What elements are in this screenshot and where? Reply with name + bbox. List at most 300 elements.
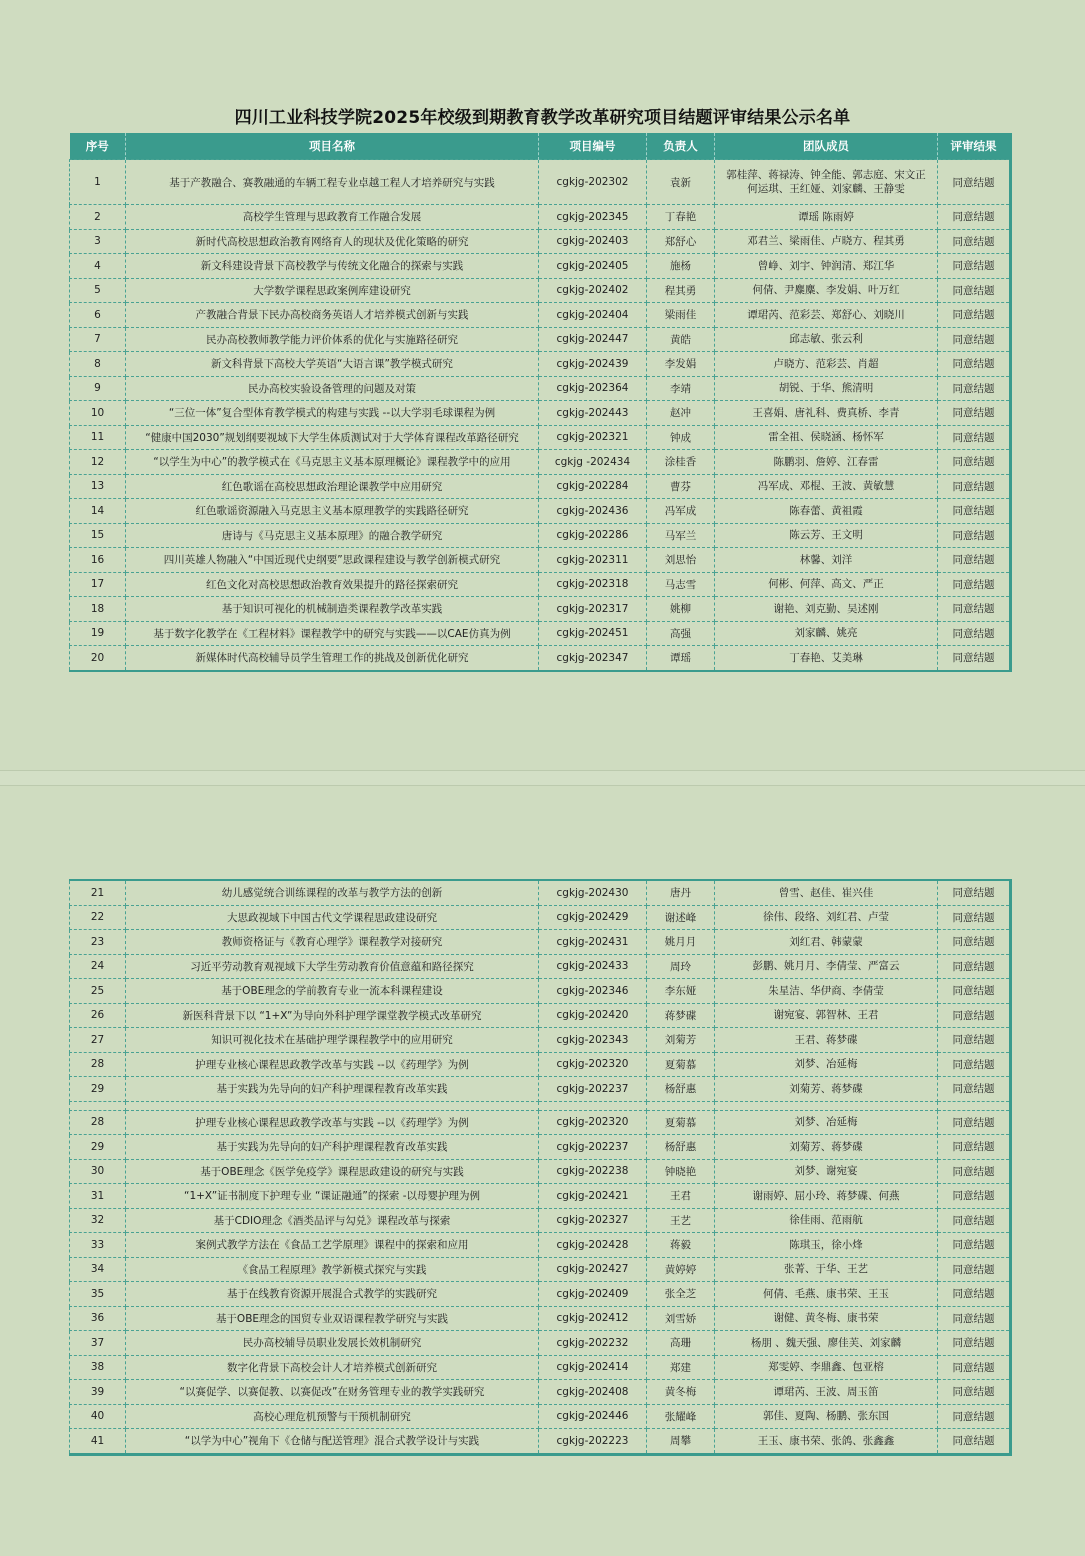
cell-project-code: cgkjg-202364 bbox=[539, 376, 647, 401]
table-row bbox=[70, 278, 1011, 303]
table-row bbox=[70, 597, 1011, 622]
cell-leader: 冯军成 bbox=[647, 499, 715, 524]
cell-index: 15 bbox=[70, 523, 126, 548]
cell-project-code: cgkjg-202238 bbox=[539, 1159, 647, 1184]
cell-result: 同意结题 bbox=[938, 954, 1011, 979]
table-row bbox=[70, 229, 1011, 254]
cell-project-code: cgkjg-202427 bbox=[539, 1257, 647, 1282]
cell-members: 陈琪玉，徐小烽 bbox=[715, 1233, 938, 1258]
cell-result: 同意结题 bbox=[938, 1184, 1011, 1209]
cell-members: 陈鹏羽、詹婷、江春雷 bbox=[715, 450, 938, 475]
cell-project-code: cgkjg-202320 bbox=[539, 1110, 647, 1135]
cell-project-code: cgkjg-202237 bbox=[539, 1135, 647, 1160]
gap-cell bbox=[539, 1101, 647, 1110]
cell-index: 5 bbox=[70, 278, 126, 303]
cell-project-name: 基于知识可视化的机械制造类课程教学改革实践 bbox=[126, 597, 539, 622]
cell-project-name: 基于实践为先导向的妇产科护理课程教育改革实践 bbox=[126, 1135, 539, 1160]
cell-project-name: 基于产教融合、赛教融通的车辆工程专业卓越工程人才培养研究与实践 bbox=[126, 160, 539, 205]
table-row bbox=[70, 646, 1011, 671]
results-table-page-2 bbox=[69, 879, 1012, 1456]
cell-project-name: 教师资格证与《教育心理学》课程教学对接研究 bbox=[126, 930, 539, 955]
cell-members: 卢晓方、范彩芸、肖超 bbox=[715, 352, 938, 377]
cell-index: 12 bbox=[70, 450, 126, 475]
cell-result: 同意结题 bbox=[938, 1331, 1011, 1356]
cell-project-name: 基于CDIO理念《酒类品评与勾兑》课程改革与探索 bbox=[126, 1208, 539, 1233]
gap-cell bbox=[938, 1101, 1011, 1110]
cell-project-name: “1+X”证书制度下护理专业 “课证融通”的探索 -以母婴护理为例 bbox=[126, 1184, 539, 1209]
cell-project-code: cgkjg-202430 bbox=[539, 880, 647, 905]
cell-members: 朱星洁、华伊商、李倩莹 bbox=[715, 979, 938, 1004]
cell-project-name: 新医科背景下以 “1+X”为导向外科护理学课堂教学模式改革研究 bbox=[126, 1003, 539, 1028]
cell-project-code: cgkjg-202429 bbox=[539, 905, 647, 930]
cell-project-name: 红色歌谣在高校思想政治理论课教学中应用研究 bbox=[126, 474, 539, 499]
cell-index: 1 bbox=[70, 160, 126, 205]
table-row bbox=[70, 474, 1011, 499]
cell-members: 谢健、黄冬梅、康书荣 bbox=[715, 1306, 938, 1331]
cell-result: 同意结题 bbox=[938, 621, 1011, 646]
cell-project-code: cgkjg-202409 bbox=[539, 1282, 647, 1307]
cell-project-code: cgkjg-202446 bbox=[539, 1404, 647, 1429]
table-row bbox=[70, 254, 1011, 279]
cell-members: 刘红君、韩蒙蒙 bbox=[715, 930, 938, 955]
cell-result: 同意结题 bbox=[938, 1028, 1011, 1053]
table-row bbox=[70, 1404, 1011, 1429]
cell-index: 32 bbox=[70, 1208, 126, 1233]
table-row bbox=[70, 303, 1011, 328]
cell-members: 邱志敏、张云利 bbox=[715, 327, 938, 352]
table-row bbox=[70, 376, 1011, 401]
cell-members: 陈云芳、王文明 bbox=[715, 523, 938, 548]
cell-leader: 谢述峰 bbox=[647, 905, 715, 930]
cell-members: 丁春艳、艾美琳 bbox=[715, 646, 938, 671]
table-row bbox=[70, 401, 1011, 426]
cell-leader: 夏菊慕 bbox=[647, 1110, 715, 1135]
cell-result: 同意结题 bbox=[938, 1003, 1011, 1028]
cell-leader: 夏菊慕 bbox=[647, 1052, 715, 1077]
cell-leader: 黄冬梅 bbox=[647, 1380, 715, 1405]
cell-result: 同意结题 bbox=[938, 1282, 1011, 1307]
table-row bbox=[70, 1380, 1011, 1405]
cell-index: 2 bbox=[70, 205, 126, 230]
cell-leader: 赵冲 bbox=[647, 401, 715, 426]
cell-project-name: “以学为中心”视角下《仓储与配送管理》混合式教学设计与实践 bbox=[126, 1429, 539, 1455]
cell-project-name: 新时代高校思想政治教育网络育人的现状及优化策略的研究 bbox=[126, 229, 539, 254]
cell-result: 同意结题 bbox=[938, 425, 1011, 450]
table-row bbox=[70, 1306, 1011, 1331]
cell-members: 何倩、毛燕、康书荣、王玉 bbox=[715, 1282, 938, 1307]
cell-project-name: 红色歌谣资源融入马克思主义基本原理教学的实践路径研究 bbox=[126, 499, 539, 524]
gap-cell bbox=[70, 1101, 126, 1110]
cell-leader: 周玲 bbox=[647, 954, 715, 979]
cell-result: 同意结题 bbox=[938, 1380, 1011, 1405]
cell-leader: 钟晓艳 bbox=[647, 1159, 715, 1184]
cell-project-code: cgkjg-202403 bbox=[539, 229, 647, 254]
cell-index: 9 bbox=[70, 376, 126, 401]
cell-members: 曾雪、赵佳、崔兴佳 bbox=[715, 880, 938, 905]
cell-result: 同意结题 bbox=[938, 880, 1011, 905]
cell-leader: 李发娟 bbox=[647, 352, 715, 377]
cell-result: 同意结题 bbox=[938, 401, 1011, 426]
cell-result: 同意结题 bbox=[938, 160, 1011, 205]
table-header-row bbox=[70, 133, 1011, 160]
cell-project-code: cgkjg-202311 bbox=[539, 548, 647, 573]
cell-project-name: 护理专业核心课程思政教学改革与实践 --以《药理学》为例 bbox=[126, 1052, 539, 1077]
cell-leader: 刘雪娇 bbox=[647, 1306, 715, 1331]
cell-project-name: 基于OBE理念的国贸专业双语课程教学研究与实践 bbox=[126, 1306, 539, 1331]
cell-project-name: 新文科背景下高校大学英语“大语言课”教学模式研究 bbox=[126, 352, 539, 377]
cell-project-code: cgkjg-202433 bbox=[539, 954, 647, 979]
cell-index: 33 bbox=[70, 1233, 126, 1258]
header-result: 评审结果 bbox=[938, 133, 1011, 160]
cell-result: 同意结题 bbox=[938, 646, 1011, 671]
cell-result: 同意结题 bbox=[938, 499, 1011, 524]
cell-project-name: 基于OBE理念的学前教育专业一流本科课程建设 bbox=[126, 979, 539, 1004]
cell-members: 郑雯婷、李鼎鑫、包亚榕 bbox=[715, 1355, 938, 1380]
table-row bbox=[70, 1257, 1011, 1282]
table-row bbox=[70, 1159, 1011, 1184]
table-row bbox=[70, 954, 1011, 979]
cell-project-code: cgkjg-202318 bbox=[539, 572, 647, 597]
table-row bbox=[70, 205, 1011, 230]
cell-index: 29 bbox=[70, 1135, 126, 1160]
cell-project-name: 基于数字化教学在《工程材料》课程教学中的研究与实践——以CAE仿真为例 bbox=[126, 621, 539, 646]
cell-index: 21 bbox=[70, 880, 126, 905]
table-row bbox=[70, 930, 1011, 955]
cell-project-code: cgkjg-202421 bbox=[539, 1184, 647, 1209]
table-row bbox=[70, 1282, 1011, 1307]
cell-members: 徐伟、段络、刘红君、卢莹 bbox=[715, 905, 938, 930]
header-index: 序号 bbox=[70, 133, 126, 160]
header-project-code: 项目编号 bbox=[539, 133, 647, 160]
cell-leader: 王君 bbox=[647, 1184, 715, 1209]
cell-index: 36 bbox=[70, 1306, 126, 1331]
cell-leader: 曹芬 bbox=[647, 474, 715, 499]
gap-cell bbox=[715, 1101, 938, 1110]
results-table-page-1 bbox=[69, 133, 1012, 672]
cell-members: 王喜娟、唐礼科、费真桥、李青 bbox=[715, 401, 938, 426]
cell-project-name: 基于实践为先导向的妇产科护理课程教育改革实践 bbox=[126, 1077, 539, 1102]
cell-leader: 郑舒心 bbox=[647, 229, 715, 254]
cell-project-name: 习近平劳动教育观视域下大学生劳动教育价值意蕴和路径探究 bbox=[126, 954, 539, 979]
cell-leader: 施杨 bbox=[647, 254, 715, 279]
cell-index: 10 bbox=[70, 401, 126, 426]
cell-index: 11 bbox=[70, 425, 126, 450]
cell-result: 同意结题 bbox=[938, 1404, 1011, 1429]
cell-project-code: cgkjg-202347 bbox=[539, 646, 647, 671]
cell-leader: 姚柳 bbox=[647, 597, 715, 622]
cell-project-name: 四川英雄人物融入“中国近现代史纲要”思政课程建设与教学创新模式研究 bbox=[126, 548, 539, 573]
cell-leader: 谭瑶 bbox=[647, 646, 715, 671]
cell-result: 同意结题 bbox=[938, 930, 1011, 955]
cell-project-name: “以赛促学、以赛促教、以赛促改”在财务管理专业的教学实践研究 bbox=[126, 1380, 539, 1405]
cell-project-name: 民办高校教师教学能力评价体系的优化与实施路径研究 bbox=[126, 327, 539, 352]
cell-index: 20 bbox=[70, 646, 126, 671]
table-row bbox=[70, 621, 1011, 646]
cell-leader: 梁雨佳 bbox=[647, 303, 715, 328]
header-project-name: 项目名称 bbox=[126, 133, 539, 160]
cell-leader: 涂桂香 bbox=[647, 450, 715, 475]
table-row bbox=[70, 905, 1011, 930]
cell-project-code: cgkjg-202405 bbox=[539, 254, 647, 279]
cell-leader: 李东娅 bbox=[647, 979, 715, 1004]
table-row bbox=[70, 1135, 1011, 1160]
cell-members: 刘菊芳、蒋梦碟 bbox=[715, 1135, 938, 1160]
table-row bbox=[70, 425, 1011, 450]
page-title: 四川工业科技学院2025年校级到期教育教学改革研究项目结题评审结果公示名单 bbox=[234, 108, 851, 128]
cell-project-name: 数字化背景下高校会计人才培养模式创新研究 bbox=[126, 1355, 539, 1380]
cell-members: 王玉、康书荣、张鸽、张鑫鑫 bbox=[715, 1429, 938, 1455]
cell-project-name: 基于OBE理念《医学免疫学》课程思政建设的研究与实践 bbox=[126, 1159, 539, 1184]
cell-leader: 唐丹 bbox=[647, 880, 715, 905]
cell-result: 同意结题 bbox=[938, 474, 1011, 499]
cell-index: 18 bbox=[70, 597, 126, 622]
cell-index: 26 bbox=[70, 1003, 126, 1028]
cell-project-code: cgkjg-202420 bbox=[539, 1003, 647, 1028]
cell-result: 同意结题 bbox=[938, 254, 1011, 279]
cell-leader: 李靖 bbox=[647, 376, 715, 401]
table-row bbox=[70, 1429, 1011, 1455]
table-row bbox=[70, 1331, 1011, 1356]
cell-members: 郭佳、夏陶、杨鹏、张东国 bbox=[715, 1404, 938, 1429]
cell-index: 13 bbox=[70, 474, 126, 499]
cell-index: 6 bbox=[70, 303, 126, 328]
cell-project-name: 知识可视化技术在基础护理学课程教学中的应用研究 bbox=[126, 1028, 539, 1053]
cell-index: 39 bbox=[70, 1380, 126, 1405]
cell-project-name: 唐诗与《马克思主义基本原理》的融合教学研究 bbox=[126, 523, 539, 548]
header-members: 团队成员 bbox=[715, 133, 938, 160]
cell-index: 7 bbox=[70, 327, 126, 352]
table-row bbox=[70, 572, 1011, 597]
cell-index: 4 bbox=[70, 254, 126, 279]
table-row bbox=[70, 880, 1011, 905]
gap-cell bbox=[647, 1101, 715, 1110]
cell-project-name: “三位一体”复合型体育教学模式的构建与实践 --以大学羽毛球课程为例 bbox=[126, 401, 539, 426]
cell-project-code: cgkjg-202404 bbox=[539, 303, 647, 328]
cell-project-code: cgkjg-202443 bbox=[539, 401, 647, 426]
cell-result: 同意结题 bbox=[938, 1159, 1011, 1184]
cell-leader: 周攀 bbox=[647, 1429, 715, 1455]
cell-project-name: 《食品工程原理》教学新模式探究与实践 bbox=[126, 1257, 539, 1282]
cell-members: 谭珺芮、范彩芸、郑舒心、刘晓川 bbox=[715, 303, 938, 328]
cell-project-code: cgkjg-202408 bbox=[539, 1380, 647, 1405]
cell-result: 同意结题 bbox=[938, 905, 1011, 930]
cell-leader: 刘思怡 bbox=[647, 548, 715, 573]
cell-members: 刘梦、冶延梅 bbox=[715, 1110, 938, 1135]
cell-result: 同意结题 bbox=[938, 1077, 1011, 1102]
cell-project-name: 大思政视域下中国古代文学课程思政建设研究 bbox=[126, 905, 539, 930]
cell-index: 37 bbox=[70, 1331, 126, 1356]
cell-leader: 蒋毅 bbox=[647, 1233, 715, 1258]
cell-members: 王君、蒋梦碟 bbox=[715, 1028, 938, 1053]
cell-project-code: cgkjg-202412 bbox=[539, 1306, 647, 1331]
table-row bbox=[70, 1355, 1011, 1380]
cell-result: 同意结题 bbox=[938, 1052, 1011, 1077]
cell-leader: 杨舒惠 bbox=[647, 1135, 715, 1160]
cell-project-name: 大学数学课程思政案例库建设研究 bbox=[126, 278, 539, 303]
cell-members: 谢艳、刘克勤、吴述刚 bbox=[715, 597, 938, 622]
cell-index: 28 bbox=[70, 1052, 126, 1077]
cell-members: 谢雨婷、屈小玲、蒋梦碟、何燕 bbox=[715, 1184, 938, 1209]
cell-leader: 钟成 bbox=[647, 425, 715, 450]
cell-project-name: 护理专业核心课程思政教学改革与实践 --以《药理学》为例 bbox=[126, 1110, 539, 1135]
cell-project-code: cgkjg-202320 bbox=[539, 1052, 647, 1077]
cell-project-code: cgkjg -202434 bbox=[539, 450, 647, 475]
cell-members: 彭鹏、姚月月、李倩莹、严富云 bbox=[715, 954, 938, 979]
cell-project-code: cgkjg-202317 bbox=[539, 597, 647, 622]
cell-result: 同意结题 bbox=[938, 352, 1011, 377]
cell-result: 同意结题 bbox=[938, 597, 1011, 622]
table-row bbox=[70, 523, 1011, 548]
cell-project-name: 新文科建设背景下高校教学与传统文化融合的探索与实践 bbox=[126, 254, 539, 279]
cell-index: 38 bbox=[70, 1355, 126, 1380]
table-row bbox=[70, 1208, 1011, 1233]
cell-index: 14 bbox=[70, 499, 126, 524]
cell-members: 杨朋 、魏天强、廖佳芙、刘家麟 bbox=[715, 1331, 938, 1356]
cell-members: 何彬、何萍、高文、严正 bbox=[715, 572, 938, 597]
cell-members: 雷全祖、侯晓涵、杨怀军 bbox=[715, 425, 938, 450]
cell-members: 谭珺芮、王波、周玉笛 bbox=[715, 1380, 938, 1405]
cell-index: 16 bbox=[70, 548, 126, 573]
cell-leader: 高珊 bbox=[647, 1331, 715, 1356]
cell-project-name: “健康中国2030”规划纲要视域下大学生体质测试对于大学体育课程改革路径研究 bbox=[126, 425, 539, 450]
cell-index: 22 bbox=[70, 905, 126, 930]
cell-members: 徐佳雨、范雨航 bbox=[715, 1208, 938, 1233]
table-row bbox=[70, 1110, 1011, 1135]
header-leader: 负责人 bbox=[647, 133, 715, 160]
row-gap bbox=[70, 1101, 1011, 1110]
cell-leader: 杨舒惠 bbox=[647, 1077, 715, 1102]
cell-index: 41 bbox=[70, 1429, 126, 1455]
cell-result: 同意结题 bbox=[938, 376, 1011, 401]
cell-result: 同意结题 bbox=[938, 1208, 1011, 1233]
cell-leader: 姚月月 bbox=[647, 930, 715, 955]
cell-project-name: 基于在线教育资源开展混合式教学的实践研究 bbox=[126, 1282, 539, 1307]
table-row bbox=[70, 548, 1011, 573]
cell-project-code: cgkjg-202232 bbox=[539, 1331, 647, 1356]
cell-result: 同意结题 bbox=[938, 1135, 1011, 1160]
cell-index: 40 bbox=[70, 1404, 126, 1429]
table-row bbox=[70, 499, 1011, 524]
cell-project-name: 新媒体时代高校辅导员学生管理工作的挑战及创新优化研究 bbox=[126, 646, 539, 671]
cell-index: 19 bbox=[70, 621, 126, 646]
cell-index: 23 bbox=[70, 930, 126, 955]
cell-project-code: cgkjg-202345 bbox=[539, 205, 647, 230]
cell-index: 34 bbox=[70, 1257, 126, 1282]
table-row bbox=[70, 1233, 1011, 1258]
cell-members: 谢宛宴、郭智林、王君 bbox=[715, 1003, 938, 1028]
cell-index: 31 bbox=[70, 1184, 126, 1209]
cell-project-code: cgkjg-202346 bbox=[539, 979, 647, 1004]
cell-result: 同意结题 bbox=[938, 205, 1011, 230]
cell-project-code: cgkjg-202447 bbox=[539, 327, 647, 352]
page-break bbox=[0, 770, 1085, 786]
cell-leader: 程其勇 bbox=[647, 278, 715, 303]
cell-members: 张菁、于华、王艺 bbox=[715, 1257, 938, 1282]
cell-leader: 刘菊芳 bbox=[647, 1028, 715, 1053]
table-row bbox=[70, 1003, 1011, 1028]
cell-leader: 袁新 bbox=[647, 160, 715, 205]
cell-leader: 王艺 bbox=[647, 1208, 715, 1233]
cell-leader: 张全芝 bbox=[647, 1282, 715, 1307]
cell-project-name: “以学生为中心”的教学模式在《马克思主义基本原理概论》课程教学中的应用 bbox=[126, 450, 539, 475]
cell-index: 29 bbox=[70, 1077, 126, 1102]
cell-members: 曾峥、刘宇、钟润清、郑江华 bbox=[715, 254, 938, 279]
cell-members: 刘菊芳、蒋梦碟 bbox=[715, 1077, 938, 1102]
cell-project-name: 产教融合背景下民办高校商务英语人才培养模式创新与实践 bbox=[126, 303, 539, 328]
cell-project-code: cgkjg-202223 bbox=[539, 1429, 647, 1455]
cell-project-name: 民办高校实验设备管理的问题及对策 bbox=[126, 376, 539, 401]
cell-project-name: 高校心理危机预警与干预机制研究 bbox=[126, 1404, 539, 1429]
cell-members: 刘梦、冶延梅 bbox=[715, 1052, 938, 1077]
cell-result: 同意结题 bbox=[938, 1429, 1011, 1455]
cell-result: 同意结题 bbox=[938, 1233, 1011, 1258]
cell-result: 同意结题 bbox=[938, 303, 1011, 328]
cell-members: 胡锐、于华、熊清明 bbox=[715, 376, 938, 401]
cell-leader: 黄婷婷 bbox=[647, 1257, 715, 1282]
table-row bbox=[70, 450, 1011, 475]
cell-result: 同意结题 bbox=[938, 229, 1011, 254]
cell-project-name: 案例式教学方法在《食品工艺学原理》课程中的探索和应用 bbox=[126, 1233, 539, 1258]
cell-index: 30 bbox=[70, 1159, 126, 1184]
cell-result: 同意结题 bbox=[938, 450, 1011, 475]
table-row bbox=[70, 1077, 1011, 1102]
cell-result: 同意结题 bbox=[938, 548, 1011, 573]
cell-project-code: cgkjg-202284 bbox=[539, 474, 647, 499]
table-row bbox=[70, 160, 1011, 205]
table-row bbox=[70, 1028, 1011, 1053]
cell-project-code: cgkjg-202327 bbox=[539, 1208, 647, 1233]
table-row bbox=[70, 327, 1011, 352]
cell-index: 25 bbox=[70, 979, 126, 1004]
cell-index: 27 bbox=[70, 1028, 126, 1053]
cell-project-code: cgkjg-202402 bbox=[539, 278, 647, 303]
cell-result: 同意结题 bbox=[938, 572, 1011, 597]
cell-project-code: cgkjg-202436 bbox=[539, 499, 647, 524]
cell-project-name: 民办高校辅导员职业发展长效机制研究 bbox=[126, 1331, 539, 1356]
cell-members: 刘梦、谢宛宴 bbox=[715, 1159, 938, 1184]
cell-members: 陈春蕾、黄祖霞 bbox=[715, 499, 938, 524]
cell-result: 同意结题 bbox=[938, 1110, 1011, 1135]
cell-members: 林馨、刘洋 bbox=[715, 548, 938, 573]
cell-project-code: cgkjg-202321 bbox=[539, 425, 647, 450]
cell-project-code: cgkjg-202431 bbox=[539, 930, 647, 955]
cell-project-name: 红色文化对高校思想政治教育效果提升的路径探索研究 bbox=[126, 572, 539, 597]
cell-members: 何倩、尹麋麋、李发娟、叶万红 bbox=[715, 278, 938, 303]
cell-index: 17 bbox=[70, 572, 126, 597]
cell-leader: 黄皓 bbox=[647, 327, 715, 352]
cell-leader: 郑建 bbox=[647, 1355, 715, 1380]
cell-leader: 张耀峰 bbox=[647, 1404, 715, 1429]
cell-project-code: cgkjg-202237 bbox=[539, 1077, 647, 1102]
cell-project-code: cgkjg-202343 bbox=[539, 1028, 647, 1053]
table-row bbox=[70, 1052, 1011, 1077]
cell-index: 3 bbox=[70, 229, 126, 254]
cell-project-code: cgkjg-202428 bbox=[539, 1233, 647, 1258]
cell-result: 同意结题 bbox=[938, 1306, 1011, 1331]
table-row bbox=[70, 979, 1011, 1004]
cell-result: 同意结题 bbox=[938, 523, 1011, 548]
cell-index: 35 bbox=[70, 1282, 126, 1307]
cell-project-name: 幼儿感觉统合训练课程的改革与教学方法的创新 bbox=[126, 880, 539, 905]
cell-result: 同意结题 bbox=[938, 278, 1011, 303]
cell-index: 24 bbox=[70, 954, 126, 979]
cell-leader: 马志雪 bbox=[647, 572, 715, 597]
cell-result: 同意结题 bbox=[938, 327, 1011, 352]
table-row bbox=[70, 352, 1011, 377]
cell-leader: 丁春艳 bbox=[647, 205, 715, 230]
cell-members: 刘家麟、姚亮 bbox=[715, 621, 938, 646]
gap-cell bbox=[126, 1101, 539, 1110]
